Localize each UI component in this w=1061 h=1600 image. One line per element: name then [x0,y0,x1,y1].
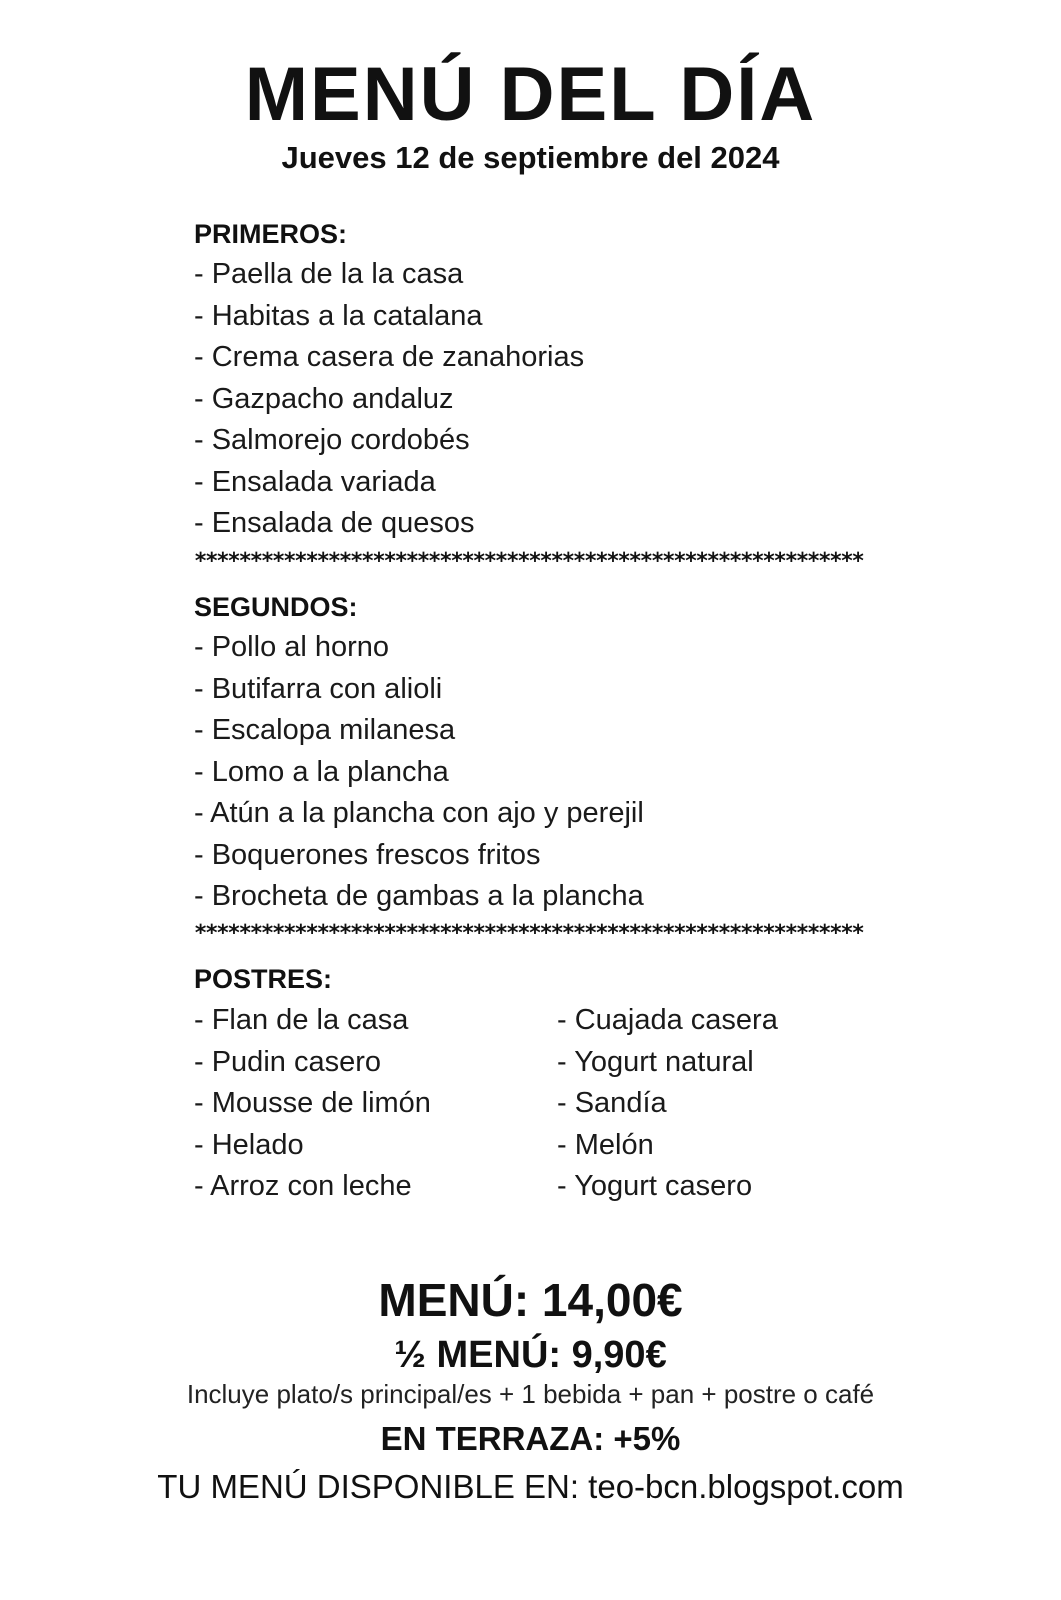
list-item: - Paella de la la casa [194,258,464,290]
list-item: - Escalopa milanesa [194,714,456,746]
list-item: - Salmorejo cordobés [194,424,470,456]
postres-list-left [194,1000,431,1208]
list-item: - Arroz con leche [194,1170,412,1202]
list-item: - Crema casera de zanahorias [194,341,585,373]
list-item: - Pollo al horno [194,631,390,663]
primeros-list [194,254,584,545]
list-item: - Flan de la casa [194,1004,409,1036]
postres-list-right [557,1000,778,1208]
list-item: - Atún a la plancha con ajo y perejil [194,797,644,829]
terrace-surcharge: EN TERRAZA: +5% [380,1420,681,1457]
list-item: - Yogurt natural [557,1045,754,1078]
list-item: - Gazpacho andaluz [194,382,454,415]
list-item: - Ensalada variada [194,465,436,498]
segundos-heading: SEGUNDOS: [194,592,358,622]
list-item: - Brocheta de gambas a la plancha [194,880,644,912]
list-item: - Pudin casero [194,1045,381,1078]
menu-includes: Incluye plato/s principal/es + 1 bebida + pan + postre o café [186,1379,875,1409]
primeros-heading: PRIMEROS: [194,219,348,249]
list-item: - Ensalada de quesos [194,507,475,539]
divider: ************************************************************ [194,550,863,574]
list-item: - Cuajada casera [557,1004,778,1036]
online-availability: TU MENÚ DISPONIBLE EN: teo-bcn.blogspot.com [157,1468,904,1505]
list-item: - Lomo a la plancha [194,755,449,788]
menu-price: MENÚ: 14,00€ [378,1274,683,1326]
list-item: - Butifarra con alioli [194,672,443,705]
list-item: - Boquerones frescos fritos [194,838,541,871]
list-item: - Helado [194,1128,304,1161]
postres-heading: POSTRES: [194,964,333,994]
segundos-list [194,627,644,918]
half-menu-price: ½ MENÚ: 9,90€ [394,1334,667,1376]
page-title: MENÚ DEL DÍA [244,52,817,137]
list-item: - Melón [557,1128,654,1161]
list-item: - Mousse de limón [194,1087,431,1119]
list-item: - Yogurt casero [557,1170,753,1202]
list-item: - Sandía [557,1087,667,1119]
divider: ************************************************************ [194,922,863,946]
list-item: - Habitas a la catalana [194,299,483,332]
menu-date: Jueves 12 de septiembre del 2024 [281,140,780,175]
